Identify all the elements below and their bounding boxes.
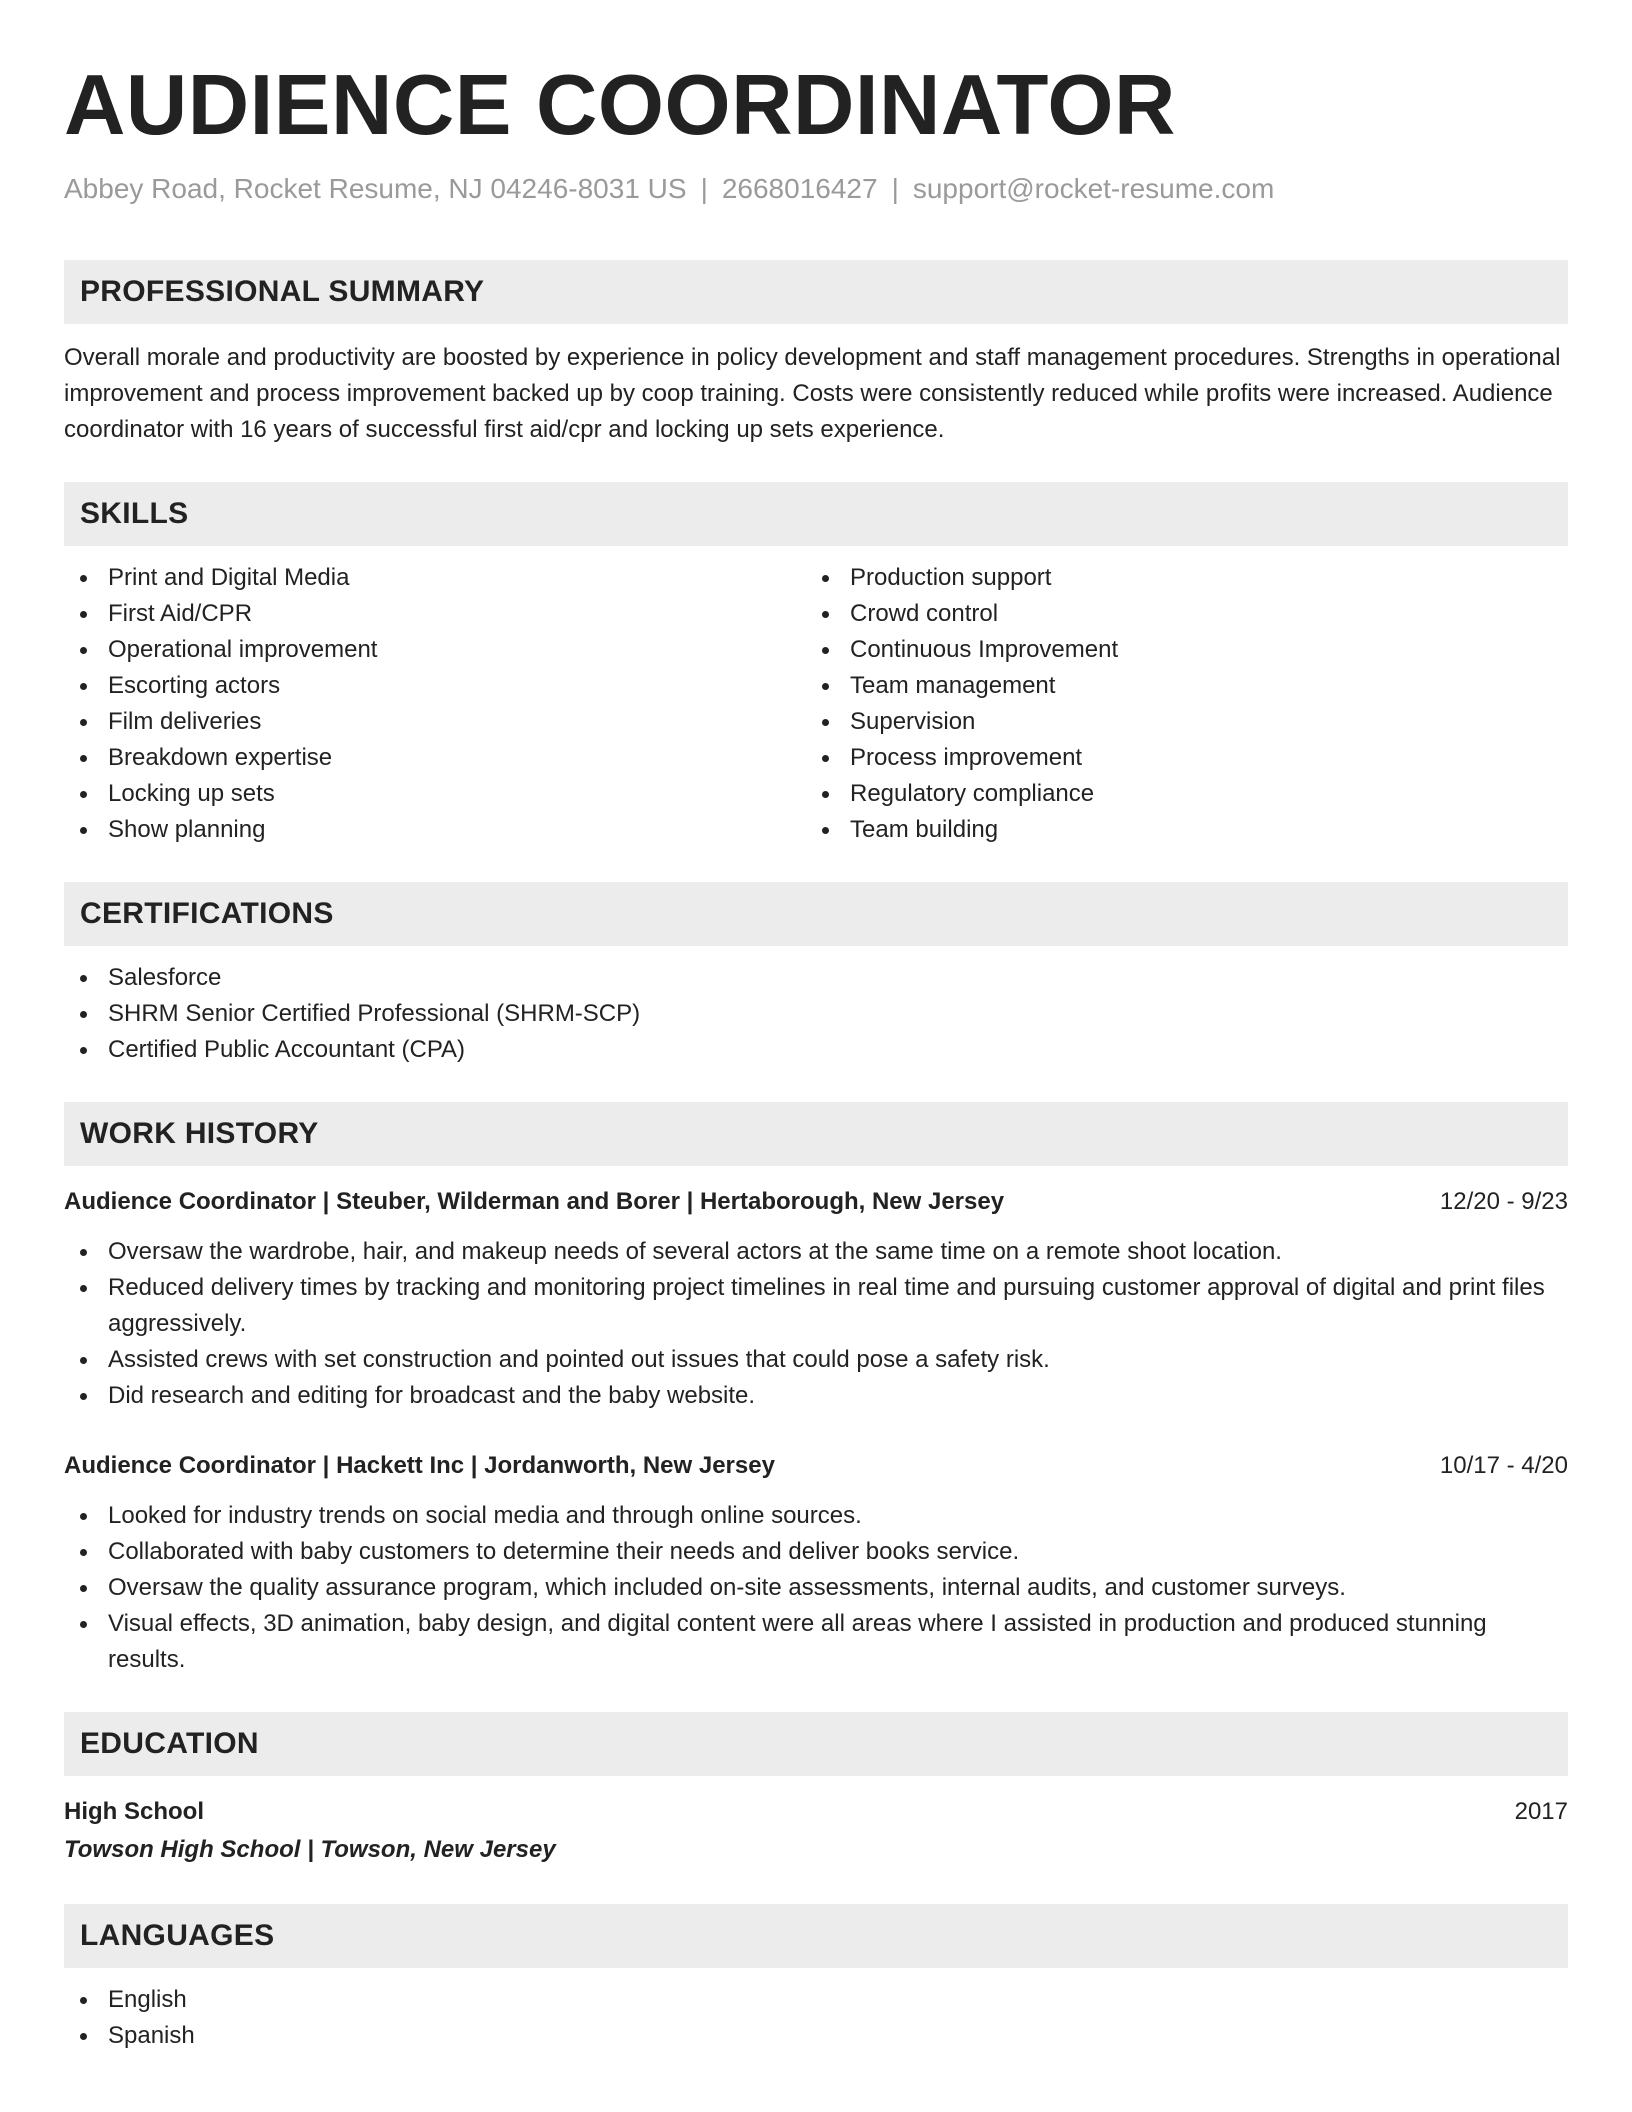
job-dates: 10/17 - 4/20	[1439, 1452, 1568, 1479]
skills-right-list	[806, 560, 1548, 848]
certification-item	[64, 996, 1568, 1032]
job-title: Audience Coordinator | Hackett Inc | Jordanworth, New Jersey	[64, 1452, 775, 1479]
bullet-dot-icon	[822, 827, 829, 834]
certification-item-text: Certified Public Accountant (CPA)	[108, 1036, 466, 1063]
bullet-dot-icon	[80, 1393, 87, 1400]
bullet-dot-icon	[80, 575, 87, 582]
bullet-dot-icon	[80, 755, 87, 762]
skill-item	[806, 776, 1548, 812]
work-section	[64, 1102, 1568, 1678]
bullet-dot-icon	[80, 1549, 87, 1556]
contact-email: support@rocket-resume.com	[912, 173, 1275, 204]
bullet-dot-icon	[80, 1249, 87, 1256]
job-header	[64, 1448, 1568, 1484]
summary-section	[64, 260, 1568, 448]
certification-item-text: Salesforce	[108, 964, 222, 991]
bullet-dot-icon	[822, 719, 829, 726]
bullet-dot-icon	[822, 755, 829, 762]
language-item	[64, 1982, 1568, 2018]
skill-item-text: Locking up sets	[108, 780, 275, 807]
languages-heading: LANGUAGES	[64, 1904, 1568, 1968]
job-entry	[64, 1448, 1568, 1678]
bullet-dot-icon	[80, 719, 87, 726]
skill-item-text: Show planning	[108, 816, 266, 843]
bullet-dot-icon	[80, 791, 87, 798]
education-row	[64, 1794, 1568, 1830]
skill-item	[64, 740, 806, 776]
bullet-dot-icon	[80, 611, 87, 618]
education-section	[64, 1712, 1568, 1870]
skill-item	[64, 596, 806, 632]
skills-left-list	[64, 560, 806, 848]
skill-item	[806, 560, 1548, 596]
jobs-list	[64, 1184, 1568, 1678]
skill-item-text: Team building	[850, 816, 999, 843]
certifications-list	[64, 960, 1568, 1068]
skill-item	[64, 776, 806, 812]
job-bullet	[64, 1498, 1568, 1534]
job-bullet	[64, 1234, 1568, 1270]
job-bullet-text: Oversaw the wardrobe, hair, and makeup needs of several actors at the same time on a remote shoot location.	[108, 1238, 1282, 1265]
contact-address: Abbey Road, Rocket Resume, NJ 04246-8031 US	[64, 173, 687, 204]
bullet-dot-icon	[80, 1585, 87, 1592]
skill-item-text: Production support	[850, 564, 1052, 591]
skill-item	[64, 632, 806, 668]
bullet-dot-icon	[80, 683, 87, 690]
education-heading: EDUCATION	[64, 1712, 1568, 1776]
languages-section	[64, 1904, 1568, 2054]
education-year: 2017	[1514, 1798, 1568, 1825]
bullet-dot-icon	[822, 683, 829, 690]
contact-separator: |	[891, 173, 899, 204]
skill-item-text: Crowd control	[850, 600, 999, 627]
bullet-dot-icon	[80, 1011, 87, 1018]
summary-text: Overall morale and productivity are boosted by experience in policy development and staff management procedures. Strengths in operational improvement and process improvement backed up by coop training. Costs were consistently reduced while profits were increased. Audience coordinator with 16 years of successful first aid/cpr and locking up sets experience.	[64, 344, 1561, 443]
skill-item-text: Breakdown expertise	[108, 744, 333, 771]
job-bullet	[64, 1534, 1568, 1570]
job-bullet-text: Did research and editing for broadcast and the baby website.	[108, 1382, 756, 1409]
certification-item-text: SHRM Senior Certified Professional (SHRM-SCP)	[108, 1000, 641, 1027]
skill-item-text: Operational improvement	[108, 636, 378, 663]
skills-heading: SKILLS	[64, 482, 1568, 546]
skill-item-text: Supervision	[850, 708, 976, 735]
job-bullet-text: Looked for industry trends on social media and through online sources.	[108, 1502, 862, 1529]
bullet-dot-icon	[80, 1357, 87, 1364]
bullet-dot-icon	[80, 827, 87, 834]
skill-item	[64, 668, 806, 704]
skills-section	[64, 482, 1568, 848]
job-entry	[64, 1184, 1568, 1414]
contact-line	[64, 170, 1568, 208]
certifications-section	[64, 882, 1568, 1068]
job-bullets	[64, 1498, 1568, 1678]
skill-item-text: Film deliveries	[108, 708, 262, 735]
job-bullet-text: Oversaw the quality assurance program, which included on-site assessments, internal audits, and customer surveys.	[108, 1574, 1346, 1601]
skill-item-text: Print and Digital Media	[108, 564, 350, 591]
job-bullet-text: Visual effects, 3D animation, baby design, and digital content were all areas where I assisted in production and produced stunning results.	[108, 1610, 1487, 1673]
job-bullet-text: Assisted crews with set construction and pointed out issues that could pose a safety risk.	[108, 1346, 1050, 1373]
job-title: Audience Coordinator | Steuber, Wilderman and Borer | Hertaborough, New Jersey	[64, 1188, 1005, 1215]
contact-separator: |	[700, 173, 708, 204]
job-bullet	[64, 1606, 1568, 1678]
bullet-dot-icon	[822, 791, 829, 798]
bullet-dot-icon	[80, 647, 87, 654]
job-bullet	[64, 1378, 1568, 1414]
bullet-dot-icon	[822, 575, 829, 582]
skill-item	[806, 740, 1548, 776]
bullet-dot-icon	[80, 1513, 87, 1520]
skill-item-text: First Aid/CPR	[108, 600, 253, 627]
skill-item	[64, 560, 806, 596]
education-school: Towson High School | Towson, New Jersey	[64, 1836, 556, 1863]
skill-item	[64, 704, 806, 740]
skill-item	[806, 668, 1548, 704]
skill-item	[806, 704, 1548, 740]
language-item-text: English	[108, 1986, 187, 2013]
bullet-dot-icon	[80, 1621, 87, 1628]
skill-item-text: Continuous Improvement	[850, 636, 1119, 663]
work-heading: WORK HISTORY	[64, 1102, 1568, 1166]
skill-item	[806, 596, 1548, 632]
job-bullet	[64, 1270, 1568, 1342]
job-bullets	[64, 1234, 1568, 1414]
bullet-dot-icon	[80, 975, 87, 982]
skill-item	[806, 812, 1548, 848]
bullet-dot-icon	[80, 2033, 87, 2040]
bullet-dot-icon	[80, 1285, 87, 1292]
skill-item-text: Regulatory compliance	[850, 780, 1095, 807]
summary-heading: PROFESSIONAL SUMMARY	[64, 260, 1568, 324]
skill-item	[806, 632, 1548, 668]
bullet-dot-icon	[822, 647, 829, 654]
skill-item-text: Process improvement	[850, 744, 1083, 771]
skills-grid	[64, 560, 1568, 848]
bullet-dot-icon	[80, 1047, 87, 1054]
certifications-heading: CERTIFICATIONS	[64, 882, 1568, 946]
contact-phone: 2668016427	[721, 173, 878, 204]
bullet-dot-icon	[80, 1997, 87, 2004]
language-item	[64, 2018, 1568, 2054]
resume-name: AUDIENCE COORDINATOR	[64, 58, 1176, 153]
job-bullet	[64, 1570, 1568, 1606]
skill-item-text: Escorting actors	[108, 672, 281, 699]
language-item-text: Spanish	[108, 2022, 195, 2049]
education-degree: High School	[64, 1798, 204, 1825]
certification-item	[64, 1032, 1568, 1068]
job-dates: 12/20 - 9/23	[1439, 1188, 1568, 1215]
job-bullet-text: Reduced delivery times by tracking and monitoring project timelines in real time and pursuing customer approval of digital and print files aggressively.	[108, 1274, 1545, 1337]
job-header	[64, 1184, 1568, 1220]
certification-item	[64, 960, 1568, 996]
skill-item	[64, 812, 806, 848]
job-bullet	[64, 1342, 1568, 1378]
job-bullet-text: Collaborated with baby customers to determine their needs and deliver books service.	[108, 1538, 1020, 1565]
bullet-dot-icon	[822, 611, 829, 618]
languages-list	[64, 1982, 1568, 2054]
skill-item-text: Team management	[850, 672, 1056, 699]
